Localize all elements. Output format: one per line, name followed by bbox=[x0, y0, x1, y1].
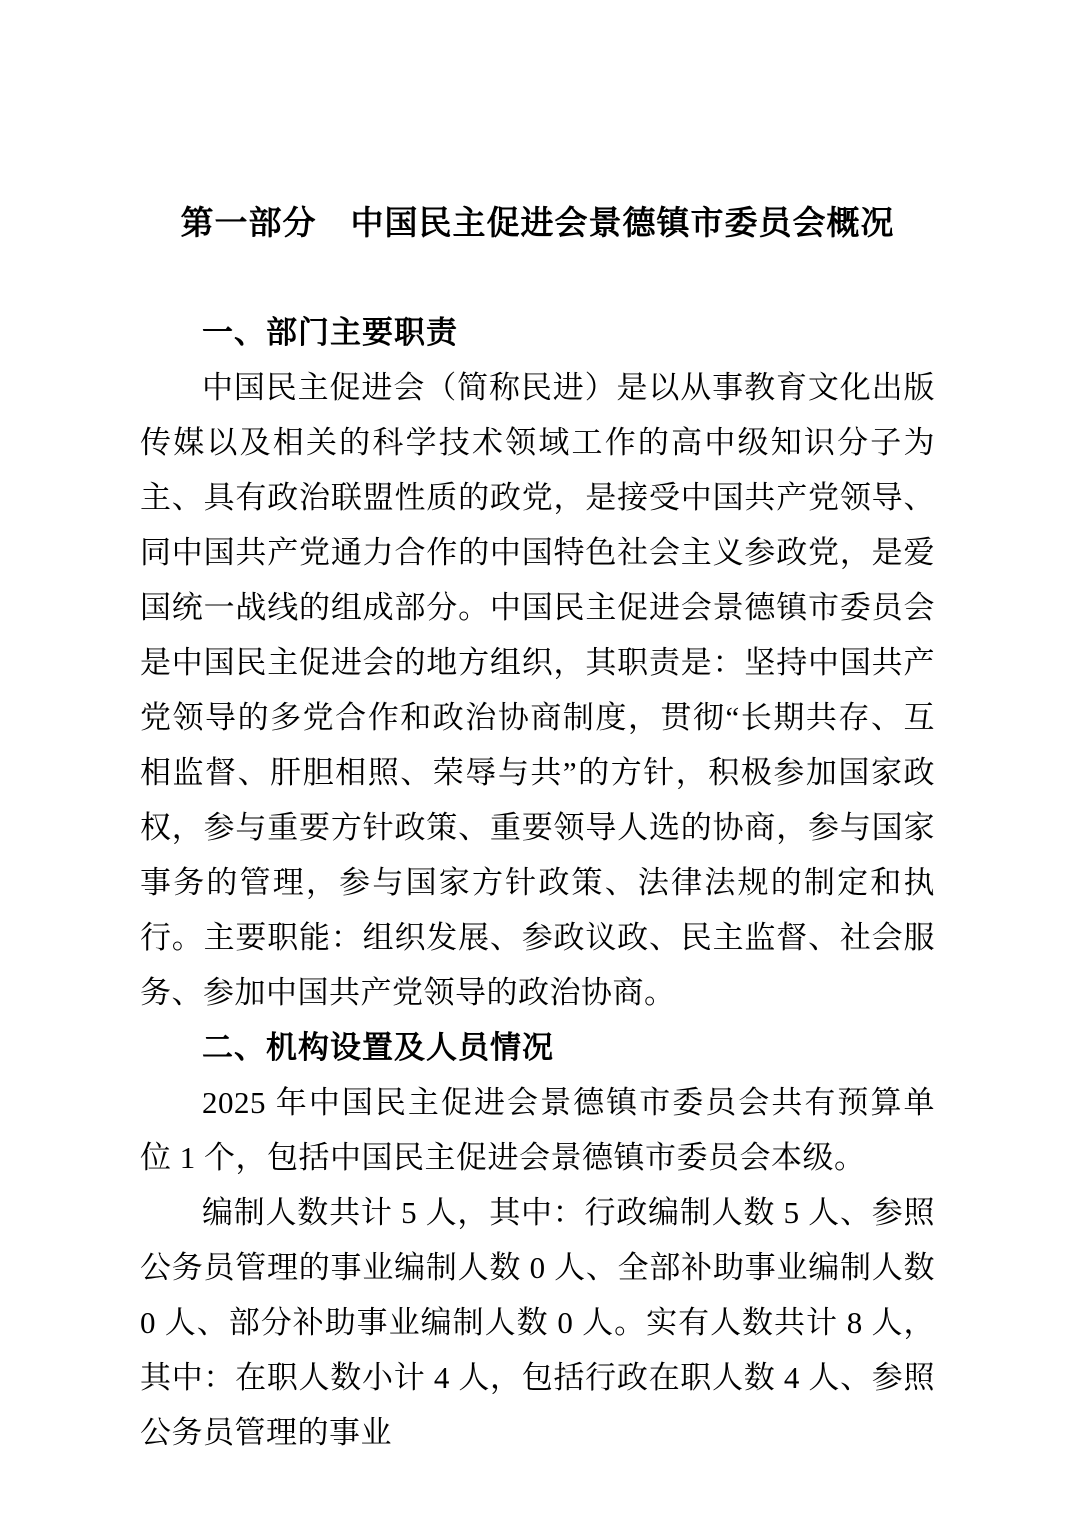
paragraph-staffing-numbers: 编制人数共计 5 人，其中：行政编制人数 5 人、参照公务员管理的事业编制人数 0 人、全部补助事业编制人数 0 人、部分补助事业编制人数 0 人。实有人数共计 8 人，其中：在职人数小计 4 人，包括行政在职人数 4 人、参照公务员管理的事业 bbox=[140, 1195, 935, 1450]
page-title: 第一部分 中国民主促进会景德镇市委员会概况 bbox=[180, 204, 895, 241]
paragraph-budget-units: 2025 年中国民主促进会景德镇市委员会共有预算单位 1 个，包括中国民主促进会景德镇市委员会本级。 bbox=[140, 1085, 935, 1175]
section-heading-responsibilities: 一、部门主要职责 bbox=[202, 315, 458, 350]
paragraph-responsibilities: 中国民主促进会（简称民进）是以从事教育文化出版传媒以及相关的科学技术领域工作的高中级知识分子为主、具有政治联盟性质的政党，是接受中国共产党领导、同中国共产党通力合作的中国特色社会主义参政党，是爱国统一战线的组成部分。中国民主促进会景德镇市委员会是中国民主促进会的地方组织，其职责是：坚持中国共产党领导的多党合作和政治协商制度，贯彻“长期共存、互相监督、肝胆相照、荣辱与共”的方针，积极参加国家政权，参与重要方针政策、重要领导人选的协商，参与国家事务的管理，参与国家方针政策、法律法规的制定和执行。主要职能：组织发展、参政议政、民主监督、社会服务、参加中国共产党领导的政治协商。 bbox=[140, 370, 935, 1010]
section-heading-organization-staff: 二、机构设置及人员情况 bbox=[202, 1030, 554, 1065]
